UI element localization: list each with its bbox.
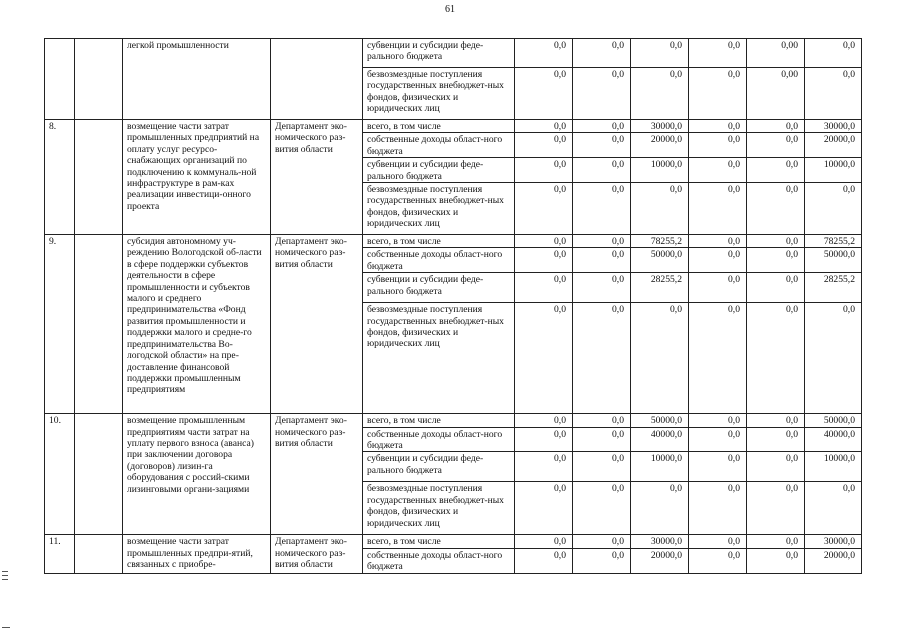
amount-cell: 20000,0 [805,133,862,158]
amount-cell: 0,0 [747,183,805,235]
funding-source-cell: собственные доходы област-ного бюджета [363,427,515,452]
amount-cell: 30000,0 [631,120,689,133]
funding-source-cell: субвенции и субсидии феде-рального бюджета [363,273,515,303]
amount-cell: 0,0 [747,427,805,452]
table-row [45,414,862,427]
amount-cell: 0,0 [689,273,747,303]
row-number-cell: 11. [45,535,75,573]
amount-cell: 0,0 [573,235,631,248]
executor-cell: Департамент эко-номического раз-вития области [271,414,363,535]
amount-cell: 0,0 [631,303,689,414]
amount-cell: 0,0 [747,452,805,482]
amount-cell: 0,0 [515,39,573,68]
amount-cell: 0,0 [573,535,631,548]
amount-cell: 0,0 [515,303,573,414]
row-number-cell: 10. [45,414,75,535]
amount-cell: 0,0 [573,427,631,452]
page-number: 61 [445,4,455,15]
scan-mark [2,627,10,628]
amount-cell: 0,0 [689,235,747,248]
funding-source-cell: безвозмездные поступления государственных внебюджет-ных фондов, физических и юридических лиц [363,68,515,120]
amount-cell: 50000,0 [631,248,689,273]
row-number-cell: 8. [45,120,75,235]
empty-cell [75,39,123,120]
amount-cell: 0,0 [747,414,805,427]
amount-cell: 0,0 [515,248,573,273]
amount-cell: 0,0 [573,273,631,303]
amount-cell: 0,0 [515,482,573,535]
amount-cell: 10000,0 [805,452,862,482]
amount-cell: 0,0 [689,133,747,158]
measure-cell: субсидия автономному уч-реждению Вологодской об-ласти в сфере поддержки субъектов деятельности в сфере промышленности и субъектов малого и среднего предпринимательства «Фонд развития промышленности и поддержки малого и средне-го предпринимательства Во-логодской области» на пре-доставление финансовой поддержки промышленным предприятиям [123,235,271,414]
amount-cell: 0,0 [515,535,573,548]
amount-cell: 10000,0 [805,158,862,183]
amount-cell: 0,0 [805,183,862,235]
amount-cell: 20000,0 [805,548,862,573]
amount-cell: 0,0 [689,548,747,573]
amount-cell: 0,0 [515,414,573,427]
amount-cell: 0,00 [747,39,805,68]
amount-cell: 0,0 [515,68,573,120]
amount-cell: 0,0 [689,427,747,452]
executor-cell: Департамент эко-номического раз-вития области [271,235,363,414]
executor-cell: Департамент эко-номического раз-вития области [271,535,363,573]
funding-source-cell: безвозмездные поступления государственных внебюджет-ных фондов, физических и юридических лиц [363,183,515,235]
amount-cell: 0,0 [573,68,631,120]
amount-cell: 40000,0 [631,427,689,452]
empty-cell [75,535,123,573]
amount-cell: 0,0 [573,548,631,573]
amount-cell: 0,0 [689,120,747,133]
measure-cell: возмещение части затрат промышленных предпри-ятий, связанных с приобре- [123,535,271,573]
amount-cell: 0,0 [747,120,805,133]
funding-source-cell: собственные доходы област-ного бюджета [363,248,515,273]
empty-cell [75,120,123,235]
funding-source-cell: субвенции и субсидии феде-рального бюджета [363,452,515,482]
measure-cell: возмещение части затрат промышленных предприятий на оплату услуг ресурсо-снабжающих организаций по подключению к коммуналь-ной инфраструктуре в рам-ках реализации инвестици-онного проекта [123,120,271,235]
amount-cell: 0,0 [631,482,689,535]
amount-cell: 0,0 [515,120,573,133]
amount-cell: 78255,2 [805,235,862,248]
scan-mark [2,579,8,580]
amount-cell: 0,0 [689,414,747,427]
amount-cell: 0,0 [805,68,862,120]
amount-cell: 0,0 [747,158,805,183]
amount-cell: 0,0 [631,183,689,235]
amount-cell: 0,0 [689,535,747,548]
amount-cell: 0,0 [573,133,631,158]
funding-source-cell: субвенции и субсидии феде-рального бюджета [363,158,515,183]
table-row [45,535,862,548]
row-number-cell [45,39,75,120]
amount-cell: 20000,0 [631,548,689,573]
amount-cell: 0,0 [573,452,631,482]
amount-cell: 0,0 [805,303,862,414]
amount-cell: 0,0 [573,39,631,68]
amount-cell: 0,0 [573,158,631,183]
amount-cell: 30000,0 [631,535,689,548]
amount-cell: 0,0 [689,482,747,535]
amount-cell: 0,0 [515,273,573,303]
amount-cell: 0,0 [573,414,631,427]
funding-source-cell: субвенции и субсидии феде-ральногo бюджета [363,39,515,68]
table-row [45,120,862,133]
funding-source-cell: собственные доходы област-ного бюджета [363,133,515,158]
amount-cell: 78255,2 [631,235,689,248]
amount-cell: 0,0 [747,273,805,303]
amount-cell: 0,00 [747,68,805,120]
table-row [45,235,862,248]
amount-cell: 0,0 [631,39,689,68]
amount-cell: 0,0 [573,482,631,535]
amount-cell: 0,0 [515,548,573,573]
table-row [45,39,862,68]
measure-cell: возмещение промышленным предприятиям части затрат на уплату первого взноса (аванса) при заключении договора (договоров) лизин-га оборудования с россий-скими лизинговыми органи-зациями [123,414,271,535]
funding-source-cell: безвозмездные поступления государственных внебюджет-ных фондов, физических и юридических лиц [363,303,515,414]
amount-cell: 0,0 [515,158,573,183]
empty-cell [75,414,123,535]
funding-source-cell: всего, в том числе [363,535,515,548]
amount-cell: 0,0 [515,235,573,248]
amount-cell: 0,0 [573,120,631,133]
amount-cell: 0,0 [515,427,573,452]
amount-cell: 0,0 [573,248,631,273]
amount-cell: 20000,0 [631,133,689,158]
amount-cell: 40000,0 [805,427,862,452]
amount-cell: 0,0 [515,452,573,482]
amount-cell: 30000,0 [805,535,862,548]
amount-cell: 0,0 [747,482,805,535]
amount-cell: 0,0 [689,68,747,120]
amount-cell: 0,0 [515,183,573,235]
funding-source-cell: всего, в том числе [363,120,515,133]
amount-cell: 0,0 [689,248,747,273]
amount-cell: 0,0 [689,452,747,482]
amount-cell: 0,0 [573,183,631,235]
amount-cell: 0,0 [689,183,747,235]
scan-mark [2,571,8,572]
amount-cell: 0,0 [747,535,805,548]
empty-cell [75,235,123,414]
amount-cell: 0,0 [747,303,805,414]
funding-source-cell: безвозмездные поступления государственных внебюджет-ных фондов, физических и юридических лиц [363,482,515,535]
amount-cell: 0,0 [573,303,631,414]
amount-cell: 0,0 [805,39,862,68]
row-number-cell: 9. [45,235,75,414]
amount-cell: 50000,0 [805,248,862,273]
amount-cell: 10000,0 [631,452,689,482]
amount-cell: 0,0 [747,133,805,158]
amount-cell: 0,0 [747,235,805,248]
amount-cell: 0,0 [747,248,805,273]
amount-cell: 50000,0 [631,414,689,427]
amount-cell: 0,0 [747,548,805,573]
amount-cell: 50000,0 [805,414,862,427]
amount-cell: 0,0 [689,39,747,68]
funding-source-cell: всего, в том числе [363,414,515,427]
amount-cell: 28255,2 [631,273,689,303]
executor-cell: Департамент эко-номического раз-вития области [271,120,363,235]
measure-cell: легкой промышленности [123,39,271,120]
funding-source-cell: собственные доходы област-ного бюджета [363,548,515,573]
scan-mark [2,575,8,576]
amount-cell: 0,0 [689,158,747,183]
amount-cell: 0,0 [805,482,862,535]
amount-cell: 10000,0 [631,158,689,183]
funding-source-cell: всего, в том числе [363,235,515,248]
amount-cell: 30000,0 [805,120,862,133]
amount-cell: 0,0 [631,68,689,120]
amount-cell: 0,0 [689,303,747,414]
executor-cell [271,39,363,120]
amount-cell: 0,0 [515,133,573,158]
budget-table [44,38,862,574]
amount-cell: 28255,2 [805,273,862,303]
